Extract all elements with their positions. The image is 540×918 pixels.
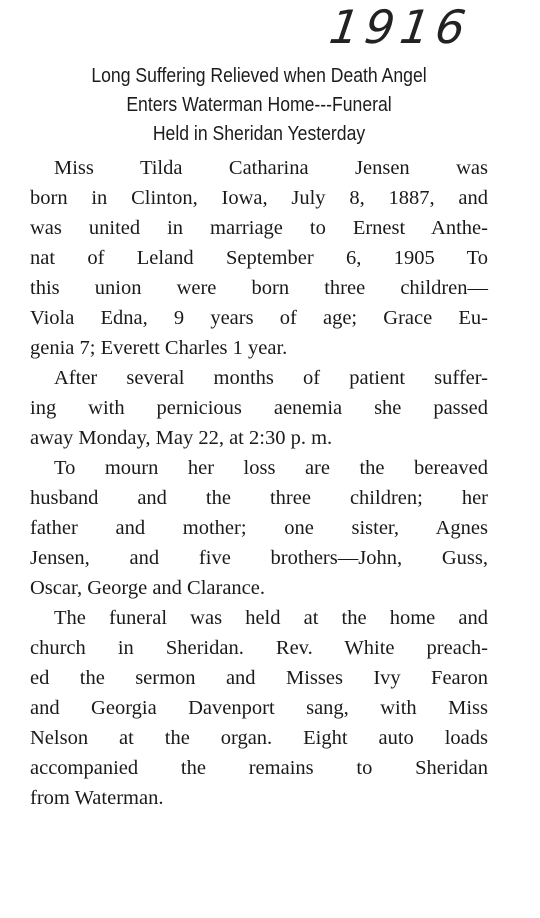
headline-line: Held in Sheridan Yesterday xyxy=(152,123,366,145)
article-line: Miss Tilda Catharina Jensen was xyxy=(54,157,488,179)
article-line: genia 7; Everett Charles 1 year. xyxy=(30,337,288,359)
article-line: ing with pernicious aenemia she passed xyxy=(30,397,488,419)
article-line: born in Clinton, Iowa, July 8, 1887, and xyxy=(30,187,488,209)
article-line: this union were born three children— xyxy=(30,277,488,299)
headline-line: Long Suffering Relieved when Death Angel xyxy=(91,65,427,87)
newspaper-clipping xyxy=(30,62,488,809)
article-line: was united in marriage to Ernest Anthe- xyxy=(30,217,488,239)
article-line: Nelson at the organ. Eight auto loads xyxy=(30,727,488,749)
article-line: and Georgia Davenport sang, with Miss xyxy=(30,697,488,719)
article-line: Viola Edna, 9 years of age; Grace Eu- xyxy=(30,307,488,329)
article-line: away Monday, May 22, at 2:30 p. m. xyxy=(30,427,333,449)
article-line: from Waterman. xyxy=(30,787,164,809)
article-line: nat of Leland September 6, 1905 To xyxy=(30,247,488,269)
article-line: After several months of patient suffer- xyxy=(54,367,488,389)
article-line: church in Sheridan. Rev. White preach- xyxy=(30,637,488,659)
article-line: accompanied the remains to Sheridan xyxy=(30,757,488,779)
article-line: Jensen, and five brothers—John, Guss, xyxy=(30,547,488,569)
article-body xyxy=(30,153,488,813)
headline-line: Enters Waterman Home---Funeral xyxy=(126,94,392,116)
headline xyxy=(30,62,488,149)
article-line: Oscar, George and Clarance. xyxy=(30,577,266,599)
handwritten-year: 1916 xyxy=(326,0,475,54)
article-line: husband and the three children; her xyxy=(30,487,488,509)
article-line: father and mother; one sister, Agnes xyxy=(30,517,488,539)
article-line: ed the sermon and Misses Ivy Fearon xyxy=(30,667,488,689)
article-line: To mourn her loss are the bereaved xyxy=(54,457,488,479)
article-line: The funeral was held at the home and xyxy=(54,607,488,629)
